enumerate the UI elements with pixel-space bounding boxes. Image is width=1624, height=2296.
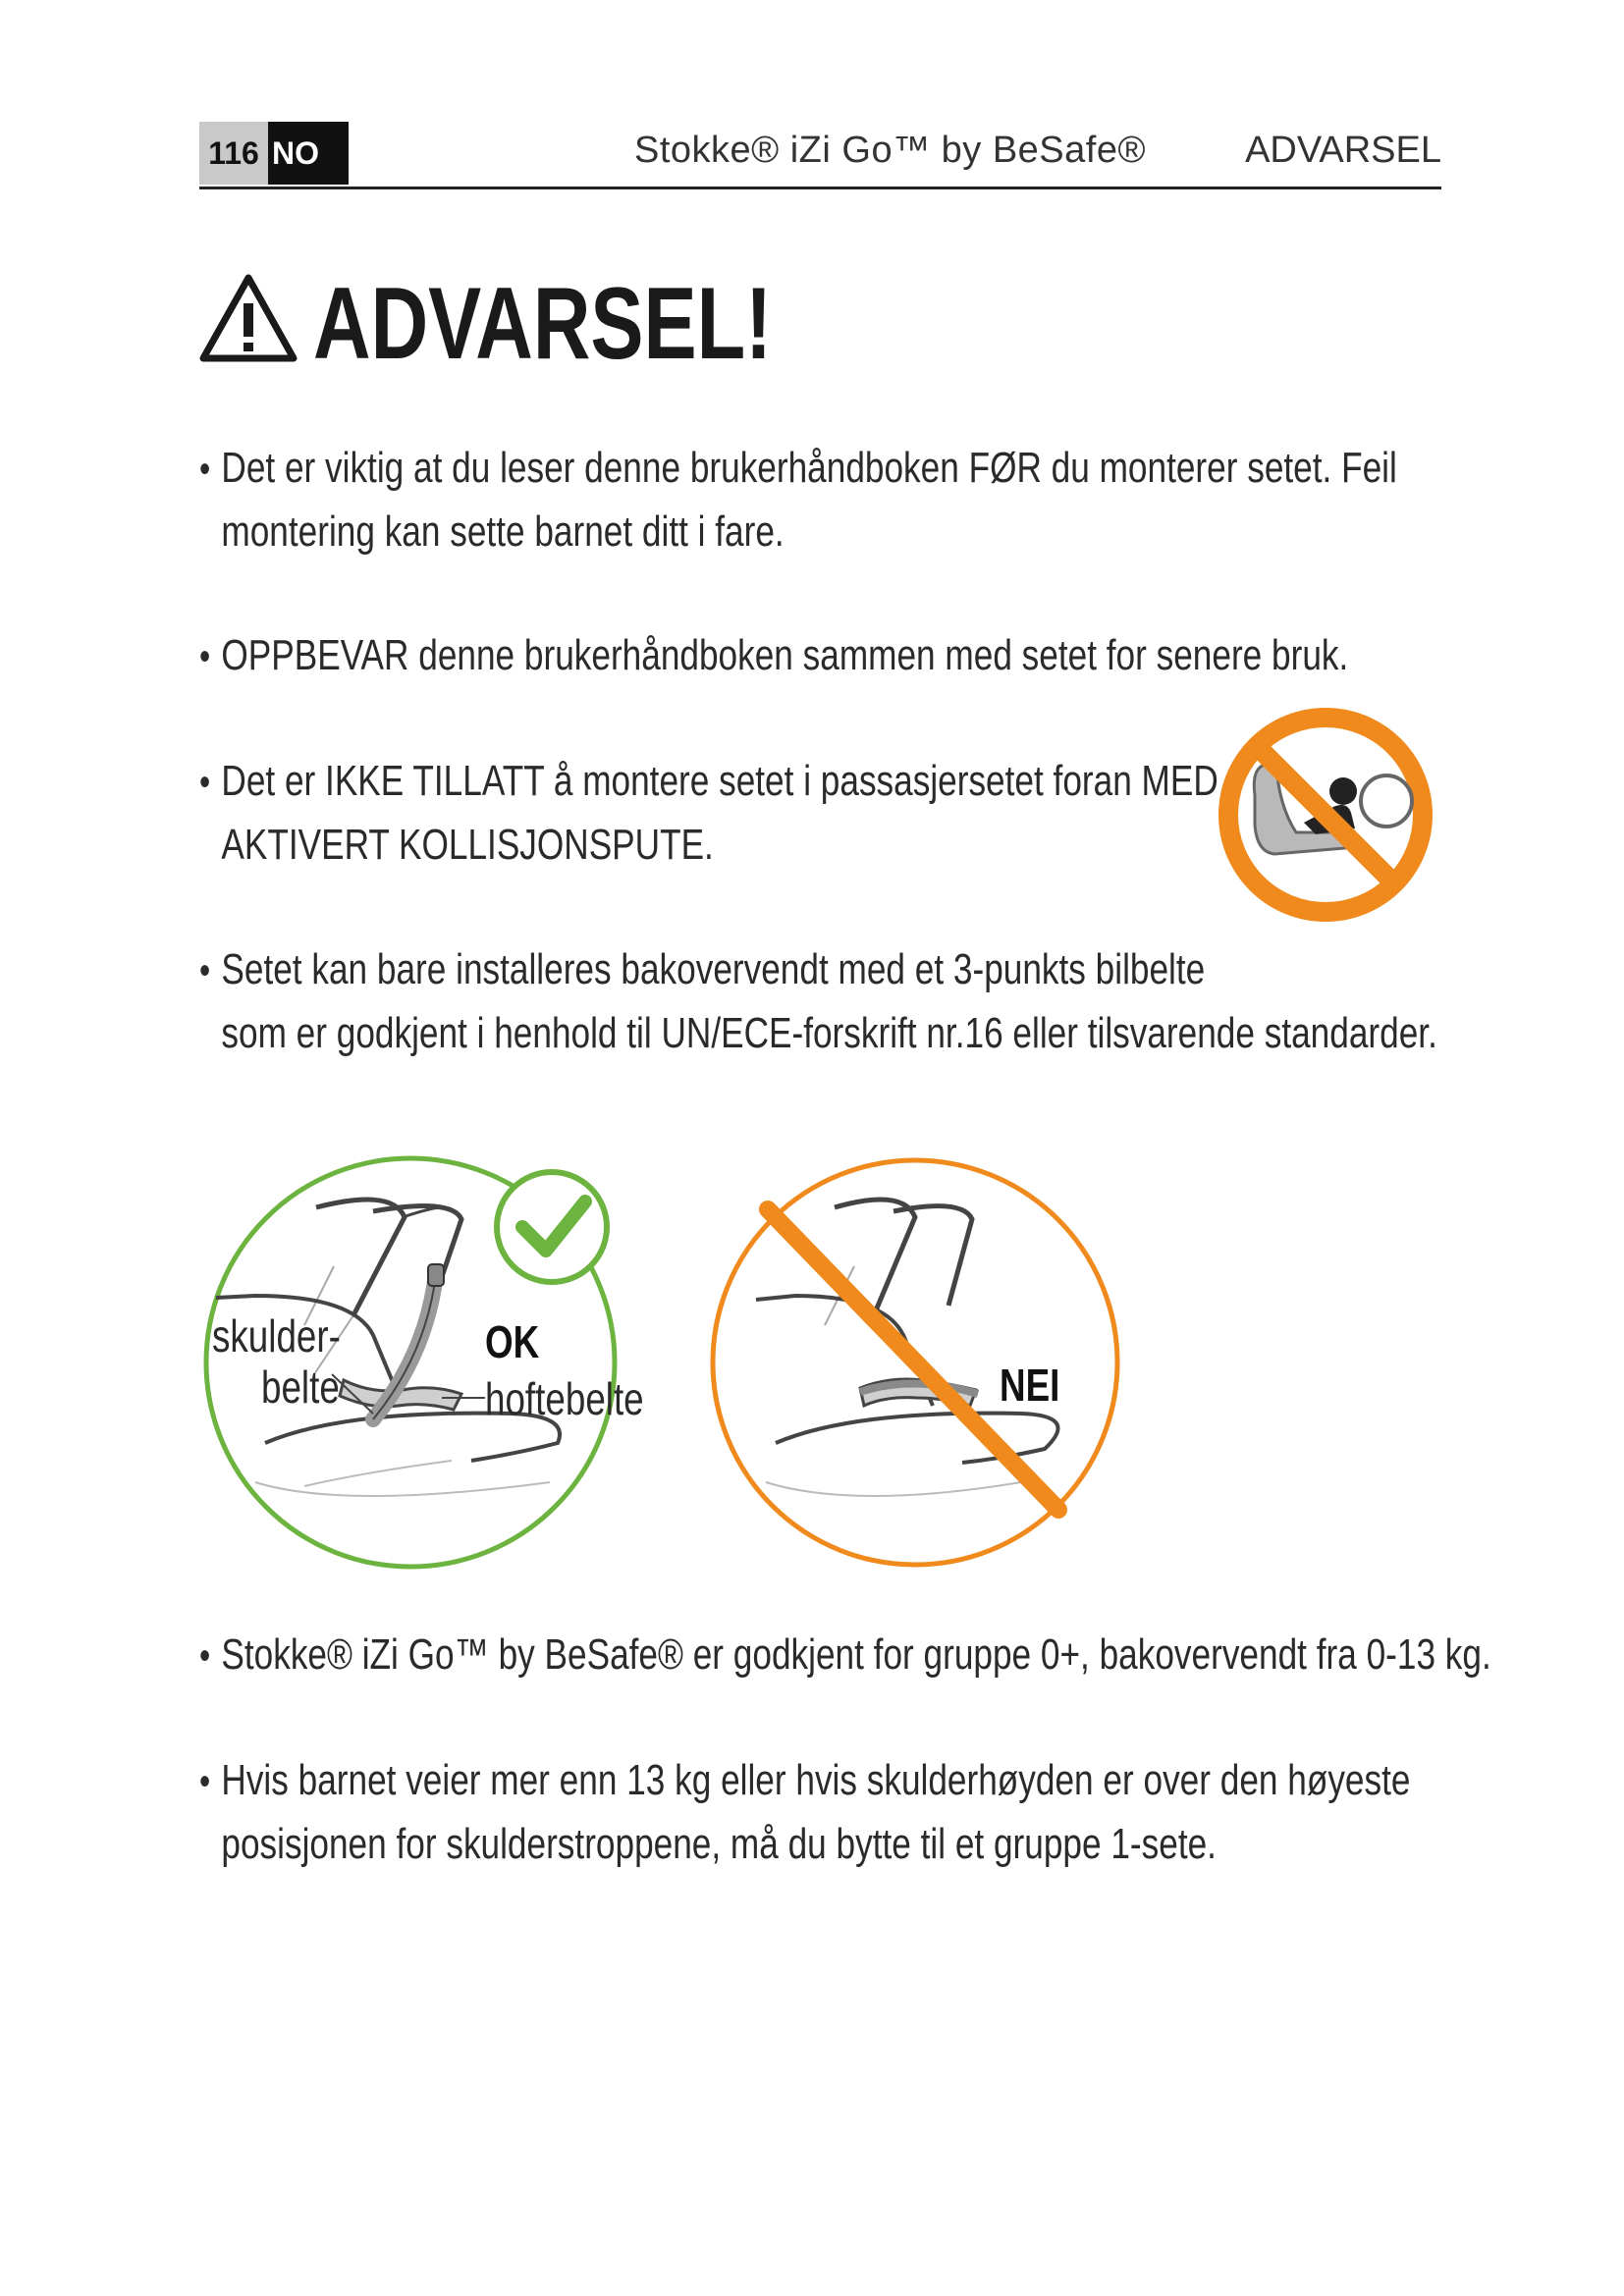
bullet-item: • Setet kan bare installeres bakovervendt med et 3-punkts bilbelte som er godkjent i henhold til UN/ECE-forskrift nr.16 eller tilsvarende standarder.: [199, 938, 1437, 1065]
lap-belt-label: hoftebelte: [485, 1373, 644, 1424]
bullet-text: Hvis barnet veier mer enn 13 kg eller hvis skulderhøyden er over den høyeste: [221, 1756, 1411, 1804]
bullet-text: Stokke® iZi Go™ by BeSafe® er godkjent for gruppe 0+, bakovervendt fra 0-13 kg.: [221, 1630, 1491, 1679]
bullet-item: • OPPBEVAR denne brukerhåndboken sammen med setet for senere bruk.: [199, 631, 1349, 679]
bullet-text: Det er viktig at du leser denne brukerhåndboken FØR du monterer setet. Feil: [221, 444, 1397, 492]
language-tag: NO: [268, 122, 349, 185]
bullet-text: AKTIVERT KOLLISJONSPUTE.: [221, 821, 714, 869]
page-number: 116: [199, 122, 268, 185]
page-header: [199, 122, 1441, 189]
bullet-item: • Det er IKKE TILLATT å montere setet i passasjersetet foran MED AKTIVERT KOLLISJONSPUTE.: [199, 750, 1218, 877]
shoulder-belt-label: skulder-: [212, 1310, 341, 1362]
no-label: NEI: [1000, 1360, 1060, 1411]
bullet-text: Det er IKKE TILLATT å montere setet i passasjersetet foran MED: [221, 757, 1218, 805]
bullet-text: som er godkjent i henhold til UN/ECE-forskrift nr.16 eller tilsvarende standarder.: [221, 1009, 1437, 1057]
bullet-text: Setet kan bare installeres bakovervendt med et 3-punkts bilbelte: [221, 945, 1206, 993]
warning-triangle-icon: [199, 274, 298, 362]
bullet-item: • Stokke® iZi Go™ by BeSafe® er godkjent for gruppe 0+, bakovervendt fra 0-13 kg.: [199, 1630, 1491, 1679]
ok-label: OK: [485, 1316, 540, 1367]
bullet-text: posisjonen for skulderstroppene, må du bytte til et gruppe 1-sete.: [221, 1820, 1217, 1868]
header-title: Stokke® iZi Go™ by BeSafe®: [634, 130, 1146, 171]
no-airbag-icon: [1218, 707, 1434, 923]
bullet-text: OPPBEVAR denne brukerhåndboken sammen med setet for senere bruk.: [221, 631, 1349, 679]
bullet-text: montering kan sette barnet ditt i fare.: [221, 507, 785, 556]
no-belt-diagram: [707, 1148, 1139, 1571]
shoulder-belt-label: belte: [261, 1362, 340, 1413]
bullet-item: • Hvis barnet veier mer enn 13 kg eller hvis skulderhøyden er over den høyeste posisjonen for skulderstroppene, må du bytte til et gruppe 1-sete.: [199, 1749, 1410, 1876]
header-section: ADVARSEL: [1245, 130, 1441, 171]
bullet-item: • Det er viktig at du leser denne brukerhåndboken FØR du monterer setet. Feil montering kan sette barnet ditt i fare.: [199, 437, 1397, 563]
warning-heading: ADVARSEL!: [313, 267, 773, 381]
